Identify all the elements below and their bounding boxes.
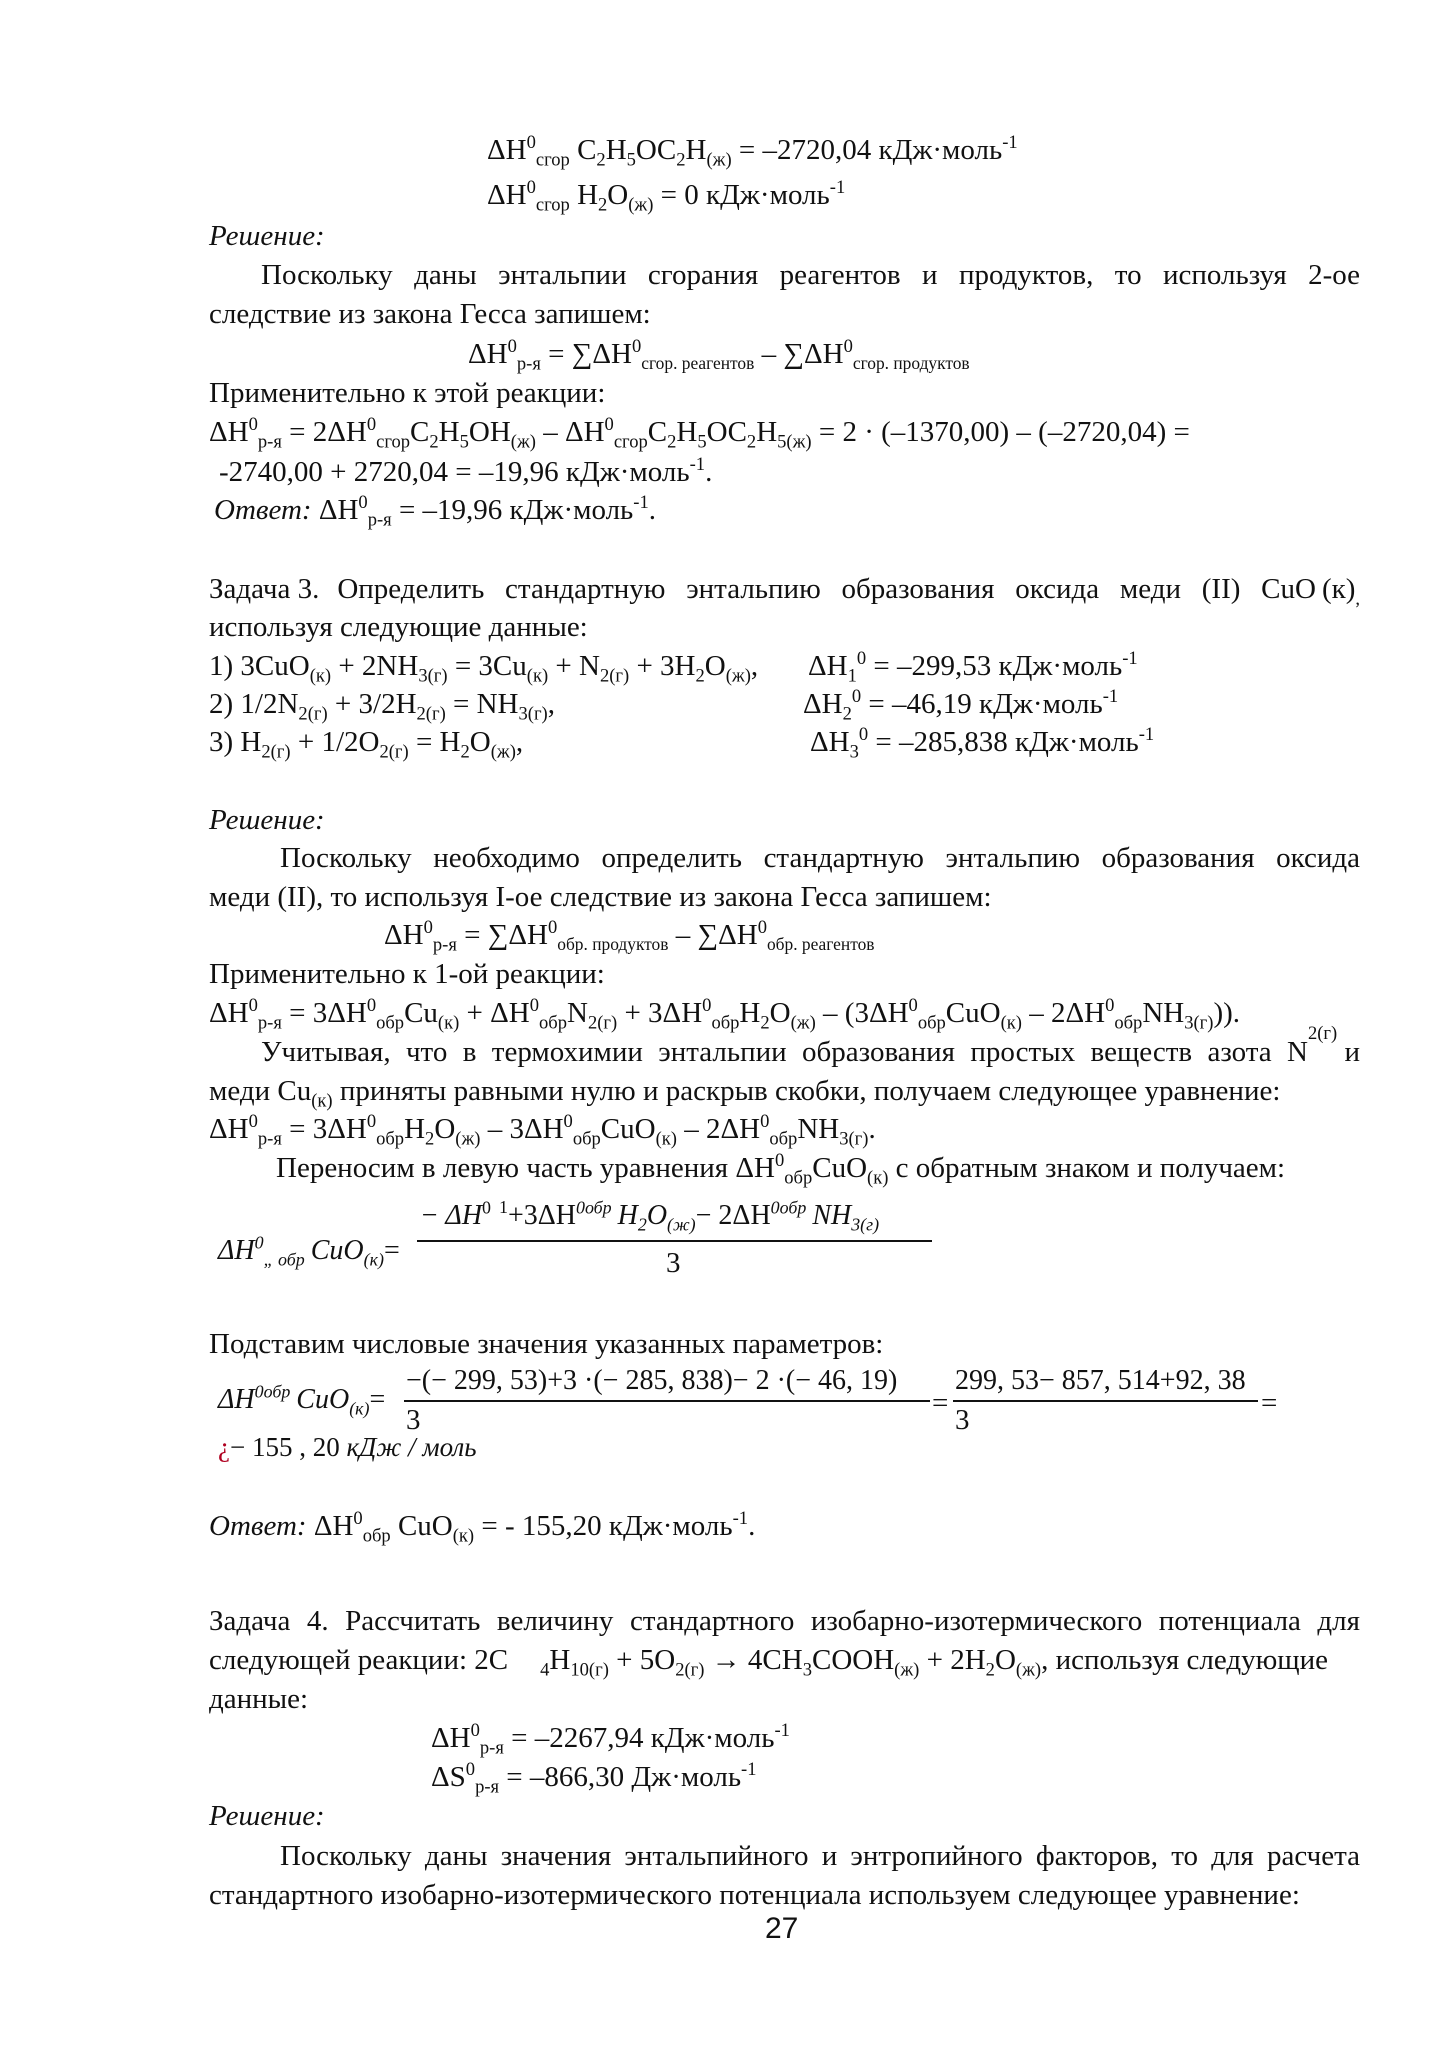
task-4-reaction: следующей реакции: 2C $_4H_{10(г)} + 5O_{2(г)}$ → $4CH_3COOH_{(ж)} + 2H_2O_{(ж)}$, используя следующие — [209, 1644, 1328, 1681]
reaction-1: 1) $3CuO_{(к)} + 2NH_{3(г)} = 3Cu_{(к)} + N_{2(г)} + 3H_2O_{(ж)}$, — [209, 650, 759, 687]
paragraph: Учитывая, что в термохимии энтальпии образования простых веществ азота N 2(г) и — [261, 1023, 1360, 1068]
equals-sign: = — [932, 1387, 949, 1419]
paragraph: Поскольку даны значения энтальпийного и энтропийного факторов, то для расчета — [280, 1840, 1360, 1872]
reaction-3: 3) $H_{2(г)} + 1/2O_{2(г)} = H_2O_{(ж)}$, — [209, 726, 524, 763]
data-enthalpy: $\Delta H^0_{р-я} = -2267,94$ кДж·моль$^{-1}$ — [431, 1719, 790, 1759]
formula-lhs-2: $\Delta H^{0обр}$ CuO$_{(к)}$= — [218, 1381, 386, 1419]
task-3-title: Задача 3. Определить стандартную энтальпию образования оксида меди (II) CuO $(к)_,$ — [209, 573, 1360, 610]
fraction-bar — [417, 1240, 932, 1242]
fraction-numerator-2: −(− 299, 53)+3 ·(− 285, 838)− 2 ·(− 46, 19) — [406, 1365, 898, 1396]
fraction-numerator-3: 299, 53− 857, 514+92, 38 — [955, 1365, 1246, 1396]
paragraph: следствие из закона Гесса запишем: — [209, 298, 651, 330]
fraction-denominator: 3 — [955, 1404, 970, 1436]
page-number: 27 — [765, 1912, 799, 1945]
paragraph: Применительно к 1-ой реакции: — [209, 958, 605, 990]
fraction-bar — [404, 1400, 930, 1402]
fraction-denominator: 3 — [406, 1404, 421, 1436]
calc-line-1: $\Delta H^0_{р-я} = 2\Delta H^0_{сгор}C_2H_5OH_{(ж)} - \Delta H^0_{сгор}C_2H_5OC_2H_{5(ж)} = 2 \cdot (-1370,00) - (-2720,04)$ = — [209, 413, 1190, 453]
solution-label: Решение: — [209, 804, 325, 836]
given-line-1: $\Delta H^0_{сгор}$ $C_2H_5OC_2H_{(ж)} = -2720,04$ кДж·моль$^{-1}$ — [487, 131, 1018, 171]
paragraph: данные: — [209, 1683, 309, 1715]
task-4-title: Задача 4. Рассчитать величину стандартного изобарно-изотермического потенциала для — [209, 1605, 1360, 1637]
equation-2: $\Delta H^0_{р-я} = 3\Delta H^0_{обр}H_2O_{(ж)} - 3\Delta H^0_{обр}CuO_{(к)} - 2\Delta H^0_{обр}NH_{3(г)}$. — [209, 1110, 876, 1150]
result-value: ¿− 155 , 20 кДж / моль — [218, 1432, 477, 1462]
equation-1: $\Delta H^0_{р-я} = 3\Delta H^0_{обр}Cu_{(к)} + \Delta H^0_{обр}N_{2(г)} + 3\Delta H^0_{обр}H_2O_{(ж)} - (3\Delta H^0_{обр}CuO_{(к)} - 2\Delta H^0_{обр}NH_{3(г)})$). — [209, 994, 1241, 1034]
reaction-1-enthalpy: $\Delta H_1^0 = -299,53$ кДж·моль$^{-1}$ — [808, 647, 1138, 687]
paragraph: Переносим в левую часть уравнения $\Delta H^0_{обр}CuO_{(к)}$ с обратным знаком и получаем: — [276, 1149, 1286, 1189]
formula-lhs-1: $\Delta H^0_{„ обр}$ CuO$_{(к)}$= — [218, 1232, 400, 1270]
solution-label: Решение: — [209, 1800, 325, 1832]
answer-1: Ответ: $\Delta H^0_{р-я} = -19,96$ кДж·моль$^{-1}$. — [214, 491, 656, 531]
fraction-bar — [953, 1400, 1258, 1402]
reaction-2-enthalpy: $\Delta H_2^0 = -46,19$ кДж·моль$^{-1}$ — [803, 685, 1119, 725]
paragraph: Подставим числовые значения указанных параметров: — [209, 1328, 884, 1360]
paragraph: меди (II), то используя I-ое следствие из закона Гесса запишем: — [209, 881, 992, 913]
paragraph: стандартного изобарно-изотермического потенциала используем следующее уравнение: — [209, 1879, 1300, 1911]
paragraph: Применительно к этой реакции: — [209, 377, 606, 409]
formula-hess-formation: $\Delta H^0_{р-я} = \sum\Delta H^0_{обр. продуктов} - \sum\Delta H^0_{обр. реагентов}$ — [384, 916, 875, 956]
calc-line-2: -2740,00 + 2720,04 = –19,96 кДж·моль$^{-1}$. — [219, 453, 713, 488]
equals-sign: = — [1261, 1387, 1278, 1419]
solution-label: Решение: — [209, 220, 325, 252]
formula-hess: $\Delta H^0_{р-я} = \sum\Delta H^0_{сгор. реагентов} - \sum\Delta H^0_{сгор. продуктов}$ — [468, 335, 970, 375]
reaction-2: 2) $1/2N_{2(г)} + 3/2H_{2(г)} = NH_{3(г)}$, — [209, 688, 555, 725]
fraction-denominator: 3 — [666, 1247, 681, 1279]
fraction-numerator-1: − $\Delta H^0$ $^1+3\Delta H^{0обр}$ $H_2O_{(ж)}- 2\Delta H^{0обр}$ $NH_{3(г)}$ — [420, 1197, 880, 1235]
data-entropy: $\Delta S^0_{р-я} = -866,30$ Дж·моль$^{-1}$ — [431, 1758, 757, 1798]
paragraph: используя следующие данные: — [209, 611, 588, 643]
answer-3: Ответ: $\Delta H^0_{обр}$ CuO$_{(к)}$ = - 155,20 кДж·моль$^{-1}$. — [209, 1507, 756, 1547]
paragraph: Поскольку необходимо определить стандартную энтальпию образования оксида — [280, 842, 1360, 874]
paragraph: Поскольку даны энтальпии сгорания реагентов и продуктов, то используя 2-ое — [261, 259, 1360, 291]
reaction-3-enthalpy: $\Delta H_3^0 = -285,838$ кДж·моль$^{-1}$ — [810, 723, 1155, 763]
given-line-2: $\Delta H^0_{сгор}$ $H_2O_{(ж)} = 0$ кДж·моль$^{-1}$ — [487, 176, 846, 216]
paragraph: меди $Cu_{(к)}$ приняты равными нулю и раскрыв скобки, получаем следующее уравнение: — [209, 1075, 1281, 1112]
